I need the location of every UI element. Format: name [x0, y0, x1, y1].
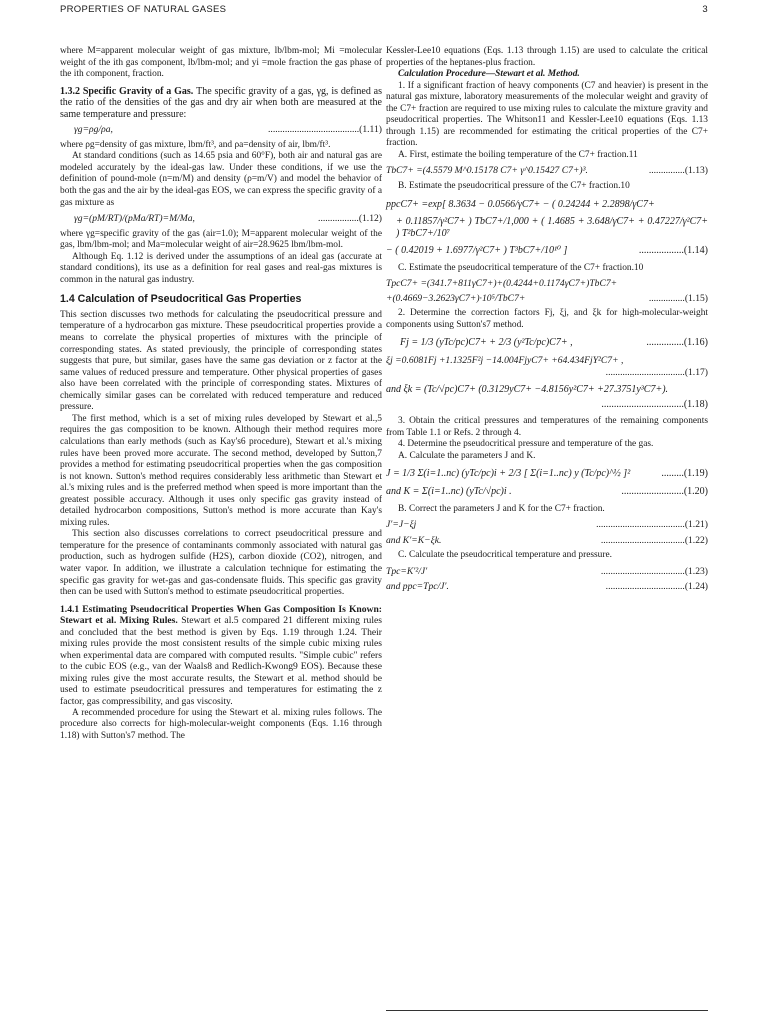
equation-line: + 0.11857/γ²C7+ ) TbC7+/1,000 + ( 1.4685 + 3.648/γC7+ + 0.47227/γ²C7+ ) T²bC7+/10⁷ [396, 216, 708, 239]
equation-1-13 [386, 165, 708, 177]
paragraph: The specific gravity of a gas, γg, is defined as the ratio of the densities of the gas and dry air when both are measured at the same temperature and pressure: [60, 85, 383, 120]
equation-1-15 [386, 278, 708, 304]
procedure-step-4c: C. Calculate the pseudocritical temperature and pressure. [398, 550, 612, 561]
procedure-title: Calculation Procedure—Stewart et al. Method. [398, 69, 580, 80]
equation-number: .....................................(1.21) [596, 519, 708, 531]
procedure-step-4b: B. Correct the parameters J and K for the C7+ fraction. [398, 503, 605, 514]
paragraph: where ρg=density of gas mixture, lbm/ft³, and ρa=density of air, lbm/ft³. [60, 139, 331, 150]
page-number: 3 [702, 4, 708, 15]
paragraph: Kessler-Lee10 equations (Eqs. 1.13 through 1.15) are used to calculate the critical properties of the heptanes-plus fraction. [386, 46, 708, 68]
equation-body: Tpc=K′²/J′ [386, 565, 428, 577]
equation-1-19 [386, 468, 708, 480]
paragraph: The first method, which is a set of mixing rules developed by Stewart et al.,5 requires the gas composition to be known. Although their method requires more calculations than early methods (such as Kay's6 procedure), Stewart et al.'s mixing rules have been proved more accurate. The second method, developed by Sutton,7 provides a method for estimating pseudocritical properties when the gas composition is not known. Sutton's method requires considerably less arithmetic than Stewart et al.'s mixing rules and is the preferred method when speed is more important than the greatest possible accuracy. Although it uses only specific gas gravity instead of detailed hydrocarbon compositions, Sutton's method is more accurate than Kay's mixing rules. [60, 413, 382, 528]
equation-number: ...............(1.15) [648, 292, 708, 304]
equation-line-last [386, 293, 708, 305]
equation-1-24 [386, 581, 708, 593]
equation-body: TbC7+ =(4.5579 M^0.15178 C7+ γ^0.15427 C7+)³. [386, 165, 588, 177]
equation-1-14 [386, 199, 708, 257]
equation-body: J = 1/3 Σ(i=1..nc) (yTc/pc)i + 2/3 [ Σ(i=1..nc) y (Tc/pc)^½ ]² [386, 468, 631, 480]
equation-number: ...................................(1.23) [600, 565, 708, 577]
equation-number: .................(1.12) [318, 213, 382, 225]
right-column [386, 46, 708, 597]
paragraph: A recommended procedure for using the Stewart et al. mixing rules follows. The procedure also corrects for high-molecular-weight components (Eqs. 1.16 through 1.18) with Sutton's7 method. The [60, 707, 382, 741]
equation-1-20 [386, 486, 708, 498]
procedure-step-1b: B. Estimate the pseudocritical pressure of the C7+ fraction.10 [398, 181, 630, 192]
paragraph: This section also discusses correlations to correct pseudocritical pressure and temperature for the presence of contaminants commonly associated with natural gas production, such as hydrogen sulfide (H2S), carbon dioxide (CO2), nitrogen, and water vapor. In addition, we illustrate a calculation technique for estimating the specific gas gravity for wet-gas and gas-condensate fluids. This specific gas gravity then can be used with Sutton's method to estimate pseudocritical properties. [60, 529, 382, 598]
equation-body: and ξk = (Tc/√pc)C7+ (0.3129yC7+ −4.8156y²C7+ +27.3751y³C7+). [386, 384, 669, 396]
equation-number: .................................(1.17) [605, 366, 708, 378]
equation-line: − ( 0.42019 + 1.6977/γ²C7+ ) T³bC7+/10¹⁰ ] [386, 245, 568, 257]
paragraph: This section discusses two methods for calculating the pseudocritical pressure and temperature of a hydrocarbon gas mixture. These pseudocritical properties provide a means to correlate the physical properties of mixtures with the principle of corresponding states. As stated previously, the principle of corresponding states suggests that pure, but similar, gases have the same gas deviation or z factor at the same values of reduced pressure and temperature. Other physical properties of gases also have been correlated with the principle of corresponding states. Mixtures of chemically similar gases can be correlated with reduced temperature and reduced pressure. [60, 309, 382, 413]
equation-body: and K′=K−ξk. [386, 534, 442, 546]
paragraph: Although Eq. 1.12 is derived under the assumptions of an ideal gas (accurate at standard conditions), its use as a definition for real gases and real-gas mixtures is common in the natural gas industry. [60, 251, 382, 285]
column-end-rule [386, 1010, 708, 1011]
equation-1-11 [60, 124, 382, 136]
section-heading-1-4: 1.4 Calculation of Pseudocritical Gas Properties [60, 293, 302, 306]
equation-body: Fj = 1/3 (yTc/pc)C7+ + 2/3 (y²Tc/pc)C7+ , [400, 337, 573, 349]
equation-number: ...............(1.13) [648, 165, 708, 177]
equation-body: J′=J−ξj [386, 519, 417, 531]
section-heading-1-4-1 [60, 604, 382, 708]
equation-1-16 [386, 337, 708, 349]
running-title: PROPERTIES OF NATURAL GASES [60, 4, 227, 15]
equation-1-18 [386, 384, 708, 410]
equation-1-17 [386, 355, 708, 378]
equation-body: ξj =0.6081Fj +1.1325F²j −14.004FjyC7+ +64.434FjY²C7+ , [386, 355, 624, 367]
equation-line-last [386, 245, 708, 257]
equation-number: .........................(1.20) [621, 485, 708, 497]
section-heading-1-3-2 [60, 86, 382, 121]
equation-number: .................................(1.24) [605, 581, 708, 593]
procedure-step-1a: A. First, estimate the boiling temperature of the C7+ fraction.11 [398, 149, 638, 160]
equation-line: +(0.4669−3.2623γC7+)·10⁵/TbC7+ [386, 292, 526, 304]
procedure-step-3: 3. Obtain the critical pressures and temperatures of the remaining components from Table 1.1 or Refs. 2 through 4. [386, 416, 708, 438]
paragraph: At standard conditions (such as 14.65 psia and 60°F), both air and natural gas are modeled accurately by the ideal-gas law. Under these conditions, if we use the definition of pound-mole (n=m/M) and density (ρ=m/V) and model the behavior of both the gas and the air by the ideal-gas EOS, we can express the specific gravity of a gas mixture as [60, 151, 382, 208]
equation-1-21 [386, 519, 708, 531]
equation-number: ...............(1.16) [646, 337, 708, 349]
heading-text: 1.3.2 Specific Gravity of a Gas. [60, 85, 194, 97]
paragraph: Stewart et al.5 compared 21 different mixing rules and concluded that the best method is given by Eqs. 1.19 through 1.24. Their mixing rules provide the most consistent results of the simple cubic mixing rules when experimental data are compared with computed results. "Simple cubic" refers to the cubic EOS (e.g., van der Waals8 and Redlich-Kwong9 EOS). Because these mixing rules give the most accurate results, the Stewart et al. method should be used to estimate pseudocritical pressures and temperatures for estimating the z factor, gas compressibility, and gas viscosity. [60, 615, 382, 707]
procedure-step-1c: C. Estimate the pseudocritical temperature of the C7+ fraction.10 [398, 262, 644, 273]
equation-body: and K = Σ(i=1..nc) (yTc/√pc)i . [386, 485, 512, 497]
paragraph: where M=apparent molecular weight of gas mixture, lb/lbm-mol; Mi =molecular weight of the ith gas component, lb/lbm-mol; and yi =mole fraction the gas phase of the ith component, fraction. [60, 46, 382, 80]
equation-number: ...................................(1.22) [600, 534, 708, 546]
equation-number: .........(1.19) [661, 468, 708, 480]
equation-body: γg=(pM/RT)/(pMa/RT)=M/Ma, [74, 213, 195, 225]
equation-line: TpcC7+ =(341.7+811γC7+)+(0.4244+0.1174γC7+)TbC7+ [386, 278, 618, 290]
equation-number: .................................(1.18) [601, 398, 708, 410]
procedure-step-1: 1. If a significant fraction of heavy components (C7 and heavier) is present in the natural gas mixture, laboratory measurements of the molecular weight and gravity of the C7+ fraction are required to use mixing rules to calculate the mixture gravity and pseudocritical properties. The Whitson11 and Kessler-Lee10 equations (Eqs. 1.13 through 1.15) are recommended for estimating the critical properties of the C7+ fraction. [386, 80, 708, 149]
equation-number: ......................................(1.11) [268, 124, 382, 136]
procedure-step-2: 2. Determine the correction factors Fj, ξj, and ξk for high-molecular-weight components using Sutton's7 method. [386, 308, 708, 330]
equation-1-12 [60, 213, 382, 225]
left-column [60, 46, 382, 742]
equation-number: ..................(1.14) [638, 245, 708, 257]
heading-text: 1.4.1 Estimating Pseudocritical Properties When Gas Composition Is Known: Stewart et al. Mixing Rules. [60, 603, 382, 627]
equation-body: and ppc=Tpc/J′. [386, 581, 449, 593]
procedure-step-4a: A. Calculate the parameters J and K. [398, 450, 536, 461]
equation-1-22 [386, 535, 708, 547]
running-head [60, 4, 708, 15]
equation-1-23 [386, 566, 708, 578]
procedure-step-4: 4. Determine the pseudocritical pressure and temperature of the gas. [398, 439, 654, 450]
equation-line: ppcC7+ =exp[ 8.3634 − 0.0566/γC7+ − ( 0.24244 + 2.2898/γC7+ [386, 198, 655, 210]
paragraph: where γg=specific gravity of the gas (air=1.0); M=apparent molecular weight of the gas, lbm/lbm-mol; and Ma=molecular weight of air=28.9625 lbm/lbm-mol. [60, 228, 382, 251]
equation-body: γg=ρg/ρa, [74, 124, 113, 136]
